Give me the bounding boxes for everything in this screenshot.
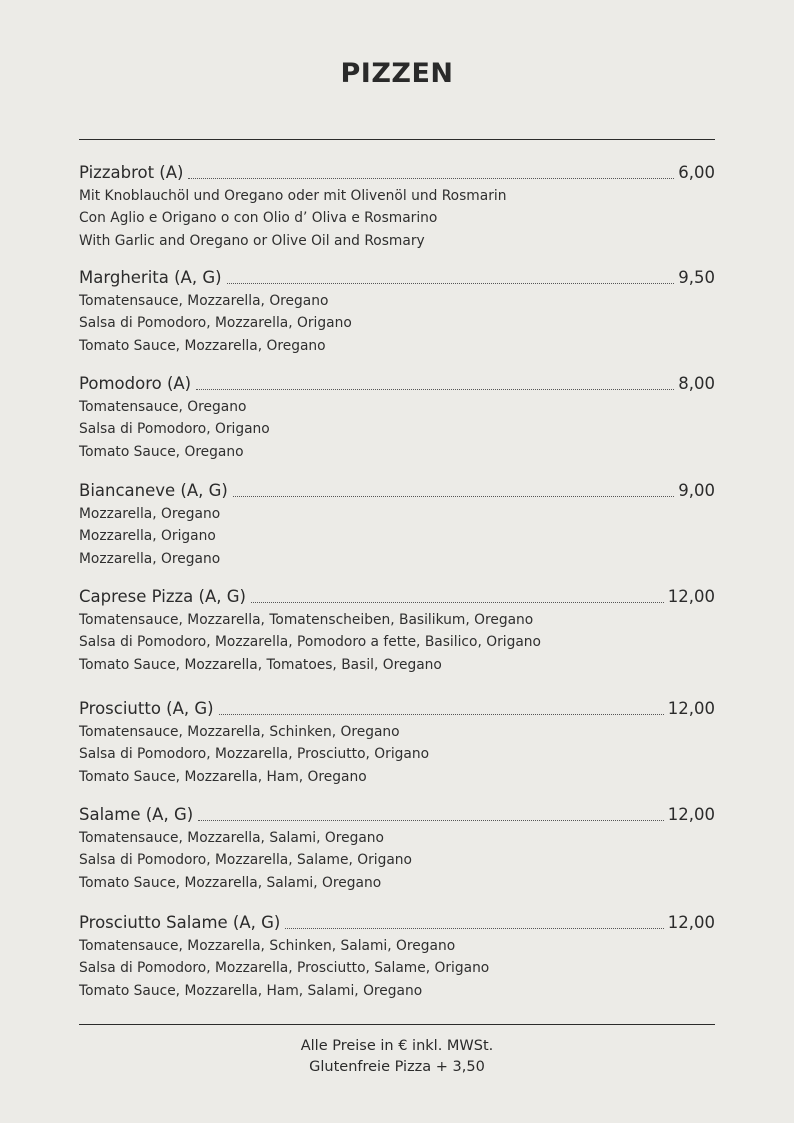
footer-note: [0, 1036, 794, 1078]
item-description-it: Mozzarella, Origano: [79, 528, 216, 545]
item-description-de: Tomatensauce, Mozzarella, Salami, Oregano: [79, 830, 384, 846]
dot-leader: [219, 714, 664, 715]
dot-leader: [196, 389, 674, 390]
item-description-en: With Garlic and Oregano or Olive Oil and Rosmary: [79, 232, 425, 249]
item-price: 9,00: [678, 481, 715, 500]
item-description-de: Tomatensauce, Mozzarella, Schinken, Oregano: [79, 724, 400, 740]
menu-item: [79, 266, 715, 357]
item-description-en: Tomato Sauce, Oregano: [79, 443, 244, 460]
page-title: PIZZEN: [340, 58, 454, 89]
gluten-free-note: Glutenfreie Pizza + 3,50: [309, 1059, 485, 1075]
menu-item: [79, 697, 715, 788]
item-description-de: Mozzarella, Oregano: [79, 506, 221, 522]
item-description-de: Tomatensauce, Mozzarella, Schinken, Salami, Oregano: [79, 938, 456, 954]
item-price: 12,00: [667, 699, 715, 718]
item-description-en: Tomato Sauce, Mozzarella, Ham, Oregano: [79, 768, 367, 785]
item-price: 9,50: [678, 268, 715, 287]
item-description-it: Salsa di Pomodoro, Mozzarella, Origano: [79, 315, 352, 332]
item-price: 8,00: [678, 374, 715, 393]
item-description-it: Salsa di Pomodoro, Mozzarella, Pomodoro a fette, Basilico, Origano: [79, 634, 541, 651]
item-description-en: Mozzarella, Oregano: [79, 550, 221, 567]
top-divider: [79, 139, 715, 140]
bottom-divider: [79, 1024, 715, 1025]
item-name: Pizzabrot (A): [79, 163, 184, 182]
item-description-en: Tomato Sauce, Mozzarella, Ham, Salami, Oregano: [79, 982, 423, 999]
item-description-de: Tomatensauce, Oregano: [79, 399, 247, 415]
item-description-it: Salsa di Pomodoro, Origano: [79, 421, 270, 438]
item-name: Margherita (A, G): [79, 268, 222, 287]
item-description-de: Mit Knoblauchöl und Oregano oder mit Olivenöl und Rosmarin: [79, 188, 507, 204]
dot-leader: [285, 928, 663, 929]
dot-leader: [198, 820, 664, 821]
item-description-en: Tomato Sauce, Mozzarella, Salami, Oregano: [79, 874, 382, 891]
item-description-de: Tomatensauce, Mozzarella, Oregano: [79, 293, 329, 309]
dot-leader: [251, 602, 664, 603]
menu-item: [79, 911, 715, 1002]
item-price: 12,00: [667, 805, 715, 824]
item-name: Pomodoro (A): [79, 374, 192, 393]
menu-item: [79, 803, 715, 894]
item-description-en: Tomato Sauce, Mozzarella, Oregano: [79, 337, 326, 354]
menu-item: [79, 585, 715, 676]
item-description-it: Salsa di Pomodoro, Mozzarella, Prosciutto, Origano: [79, 746, 430, 763]
item-price: 12,00: [667, 587, 715, 606]
item-name: Prosciutto (A, G): [79, 699, 214, 718]
item-name: Salame (A, G): [79, 805, 194, 824]
item-name: Caprese Pizza (A, G): [79, 587, 246, 606]
menu-item: [79, 161, 715, 252]
item-description-en: Tomato Sauce, Mozzarella, Tomatoes, Basil, Oregano: [79, 656, 442, 673]
price-note: Alle Preise in € inkl. MWSt.: [300, 1038, 494, 1054]
item-description-it: Salsa di Pomodoro, Mozzarella, Prosciutto, Salame, Origano: [79, 960, 490, 977]
item-description-it: Salsa di Pomodoro, Mozzarella, Salame, Origano: [79, 852, 412, 869]
dot-leader: [188, 178, 674, 179]
dot-leader: [233, 496, 674, 497]
item-description-it: Con Aglio e Origano o con Olio d’ Oliva e Rosmarino: [79, 210, 438, 227]
item-name: Prosciutto Salame (A, G): [79, 913, 281, 932]
item-description-de: Tomatensauce, Mozzarella, Tomatenscheiben, Basilikum, Oregano: [79, 612, 534, 628]
item-name: Biancaneve (A, G): [79, 481, 228, 500]
item-price: 6,00: [678, 163, 715, 182]
menu-item: [79, 372, 715, 463]
item-price: 12,00: [667, 913, 715, 932]
dot-leader: [227, 283, 675, 284]
menu-item: [79, 479, 715, 570]
